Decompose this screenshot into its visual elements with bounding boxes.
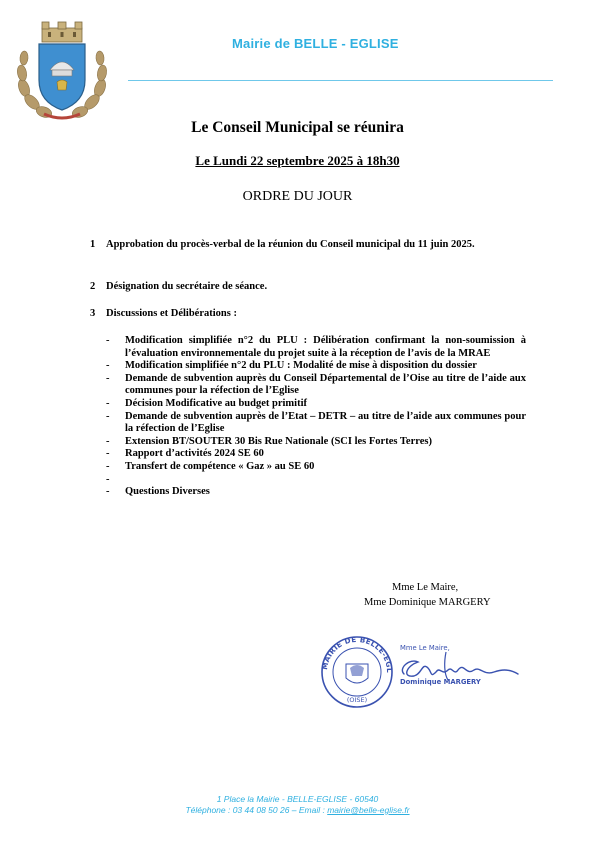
list-item-text: Rapport d’activités 2024 SE 60 (125, 448, 264, 460)
list-dash: - (106, 360, 110, 372)
list-item-text: Extension BT/SOUTER 30 Bis Rue Nationale (SCI les Fortes Terres) (125, 435, 432, 447)
footer-phone: Téléphone : 03 44 08 50 26 – Email : (185, 805, 328, 815)
deliberations-list (106, 335, 526, 499)
stamp-subtext: (OISE) (346, 696, 368, 704)
list-item-text: Transfert de compétence « Gaz » au SE 60 (125, 460, 315, 472)
list-item (106, 448, 526, 461)
list-dash: - (106, 410, 110, 422)
agenda-item-number: 2 (90, 281, 96, 292)
council-title: Le Conseil Municipal se réunira (191, 119, 404, 136)
signer-name: Mme Dominique MARGERY (364, 597, 491, 608)
agenda-item-text: Désignation du secrétaire de séance. (106, 281, 268, 292)
list-item (106, 474, 526, 487)
official-stamp-icon (318, 632, 528, 710)
list-item-text: Demande de subvention auprès du Conseil Départemental de l’Oise au titre de l’aide aux communes pour la réfection de l’Eglise (125, 372, 526, 397)
footer-contact (0, 805, 595, 815)
signature-stamp (318, 632, 528, 710)
list-item (106, 486, 526, 499)
agenda-item (90, 307, 526, 321)
header-divider (128, 80, 553, 81)
list-item-text: Demande de subvention auprès de l’Etat – DETR – au titre de l’aide aux communes pour la réfection de l’Eglise (125, 410, 526, 435)
agenda-item-text: Approbation du procès-verbal de la réunion du Conseil municipal du 11 juin 2025. (106, 239, 475, 250)
list-dash: - (106, 473, 110, 485)
meeting-date: Le Lundi 22 septembre 2025 à 18h30 (195, 153, 400, 168)
town-hall-title: Mairie de BELLE - EGLISE (232, 36, 399, 51)
list-item (106, 373, 526, 398)
list-item (106, 335, 526, 360)
crest-icon (14, 18, 110, 124)
list-item-text: Modification simplifiée n°2 du PLU : Modalité de mise à disposition du dossier (125, 360, 477, 372)
footer-address: 1 Place la Mairie - BELLE-EGLISE - 60540 (216, 794, 379, 804)
list-item-text: Décision Modificative au budget primitif (125, 397, 307, 409)
list-item-text: Modification simplifiée n°2 du PLU : Délibération confirmant la non-soumission à l’évaluation environnementale du projet suite à la réception de l’avis de la MRAE (125, 335, 526, 359)
list-dash: - (106, 372, 110, 384)
list-item (106, 461, 526, 474)
agenda-item-number: 3 (90, 308, 96, 319)
stamp-text: MAIRIE DE BELLE-EGL (319, 634, 395, 674)
list-item (106, 360, 526, 373)
list-item (106, 398, 526, 411)
agenda-item-text: Discussions et Délibérations : (106, 308, 237, 319)
list-dash: - (106, 335, 110, 346)
list-item (106, 411, 526, 436)
list-dash: - (106, 448, 110, 460)
agenda-heading: ORDRE DU JOUR (242, 189, 353, 204)
agenda-item-number: 1 (90, 239, 96, 250)
list-dash: - (106, 435, 110, 447)
list-item-text: Questions Diverses (125, 486, 210, 498)
agenda-item (90, 280, 526, 294)
stamp-inline-name: Dominique MARGERY (400, 678, 481, 686)
signer-title: Mme Le Maire, (392, 582, 459, 593)
municipal-crest (14, 18, 110, 124)
list-dash: - (106, 397, 110, 409)
list-item (106, 436, 526, 449)
stamp-inline-title: Mme Le Maire, (400, 644, 450, 652)
agenda-item (90, 238, 526, 268)
footer-email-link[interactable]: mairie@belle-eglise.fr (327, 805, 410, 815)
list-dash: - (106, 486, 110, 498)
list-dash: - (106, 460, 110, 472)
